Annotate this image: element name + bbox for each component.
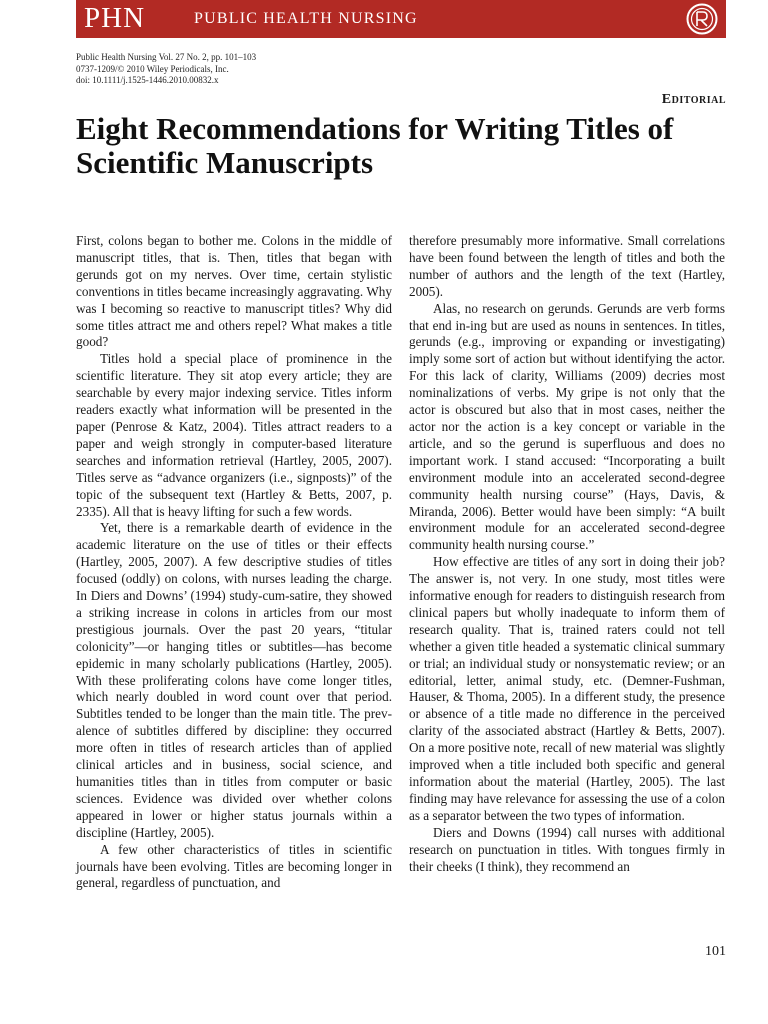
- article-title: Eight Recommendations for Writing Titles of Scientific Manuscripts: [76, 111, 674, 180]
- paragraph: therefore presumably more informative. Small correlations have been found between the length of titles and both the number of authors and the length of the text (Hartley, 2005).: [409, 233, 725, 299]
- doi-line: doi: 10.1111/j.1525-1446.2010.00832.x: [76, 75, 219, 85]
- paragraph: Diers and Downs (1994) call nurses with additional research on punctuation in titles. With tongues firmly in their cheeks (I think), they recommend an: [409, 824, 725, 874]
- paragraph: How effective are titles of any sort in doing their job? The answer is, not very. In one study, most titles were informative enough for readers to distinguish research from clinical papers but wholly inadequate to inform them of research quality. That is, trained raters could not tell whether a given title headed a systematic clinical summary or trial; an individual study or nonsystematic review; or an editorial, letter, animal study, etc. (Demner-Fushman, Hauser, & Thoma, 2005). In a different study, the presence or absence of a title made no difference in the perceived clarity of the associated abstract (Hartley & Betts, 2007). On a more positive note, recall of new material was slightly improved when a title included both specific and general information about the material (Hartley, 2005). The last finding may have relevance for assessing the use of a colon as a separator between the two types of information.: [409, 554, 725, 823]
- paragraph: First, colons began to bother me. Colons in the middle of manuscript titles, that is. Then, titles that began with gerunds got on my nerves. Over time, certain stylistic conventions in titles became increasingly aggravating. Why was I becoming so reactive to manuscript titles? Why did some titles attract me and others repel? What makes a title good?: [76, 233, 392, 350]
- section-label: Editorial: [661, 92, 726, 107]
- paragraph: Titles hold a special place of prominence in the scientific literature. They sit atop every article; they are searchable by every major indexing service. Titles inform readers exactly what information will be presented in the paper (Penrose & Katz, 2004). Titles attract readers to a paper and weigh strongly in computer-based literature searches and information retrieval (Hartley, 2005, 2007). Titles serve as “advance organizers (i.e., signposts)” of the topic of the subsequent text (Hartley & Betts, 2007, p. 2335). All that is heavy lifting for such a few words.: [76, 351, 392, 519]
- journal-name: PUBLIC HEALTH NURSING: [194, 10, 418, 27]
- right-column: [409, 233, 725, 875]
- page-number: 101: [705, 944, 726, 959]
- journal-banner: [76, 0, 726, 38]
- paragraph: Alas, no research on gerunds. Gerunds are verb forms that end in-ing but are used as nouns in sentences. In titles, gerunds (e.g., improving or expanding or investigating) imply some sort of action but without identifying the actor. For this lack of clarity, Williams (2009) decries most nominalizations of verbs. My gripe is not only that the actor is obscured but also that in most cases, neither the actor nor the action is a key concept or variable in the article, and so the gerund is superfluous and does no important work. I stand accused: “Incorporating a built environment module into an accelerated second-degree community health nursing course” (Hays, Davis, & Miranda, 2006). Better would have been simply: “A built environment module for an accelerated second-degree community health nursing course.”: [409, 300, 725, 553]
- paragraph: Yet, there is a remarkable dearth of evidence in the academic literature on the use of titles or their effects (Hartley, 2005, 2007). A few descriptive studies of titles focused (oddly) on colons, with nurses leading the charge. In Diers and Downs’ (1994) study-cum-satire, they showed a striking increase in colons in articles from our most prestigious journals. Over the past 20 years, “titular colonicity”—or hanging titles or subtitles—has become epidemic in many scholarly publications (Hartley, 2005). With these proliferating colons have come longer titles, which nearly doubled in word count over that period. Subtitles tended to be longer than the main title. The prevalence of subtitles differed by discipline: they occurred more often in titles of research articles than of applied clinical articles and in business, social science, and humanities titles than in titles from computer or basic sciences. Evidence was divided over whether colons appeared in lower or higher status journals within a discipline (Hartley, 2005).: [76, 520, 392, 840]
- paragraph: A few other characteristics of titles in scientific journals have been evolving. Titles are becoming longer in general, regardless of punctuation, and: [76, 841, 392, 891]
- journal-seal-icon: [686, 3, 718, 35]
- article-metadata: [76, 52, 256, 87]
- copyright-line: 0737-1209/© 2010 Wiley Periodicals, Inc.: [76, 63, 229, 74]
- left-column: [76, 233, 392, 892]
- citation-line: Public Health Nursing Vol. 27 No. 2, pp. 101–103: [76, 52, 257, 62]
- journal-abbreviation: PHN: [84, 2, 146, 34]
